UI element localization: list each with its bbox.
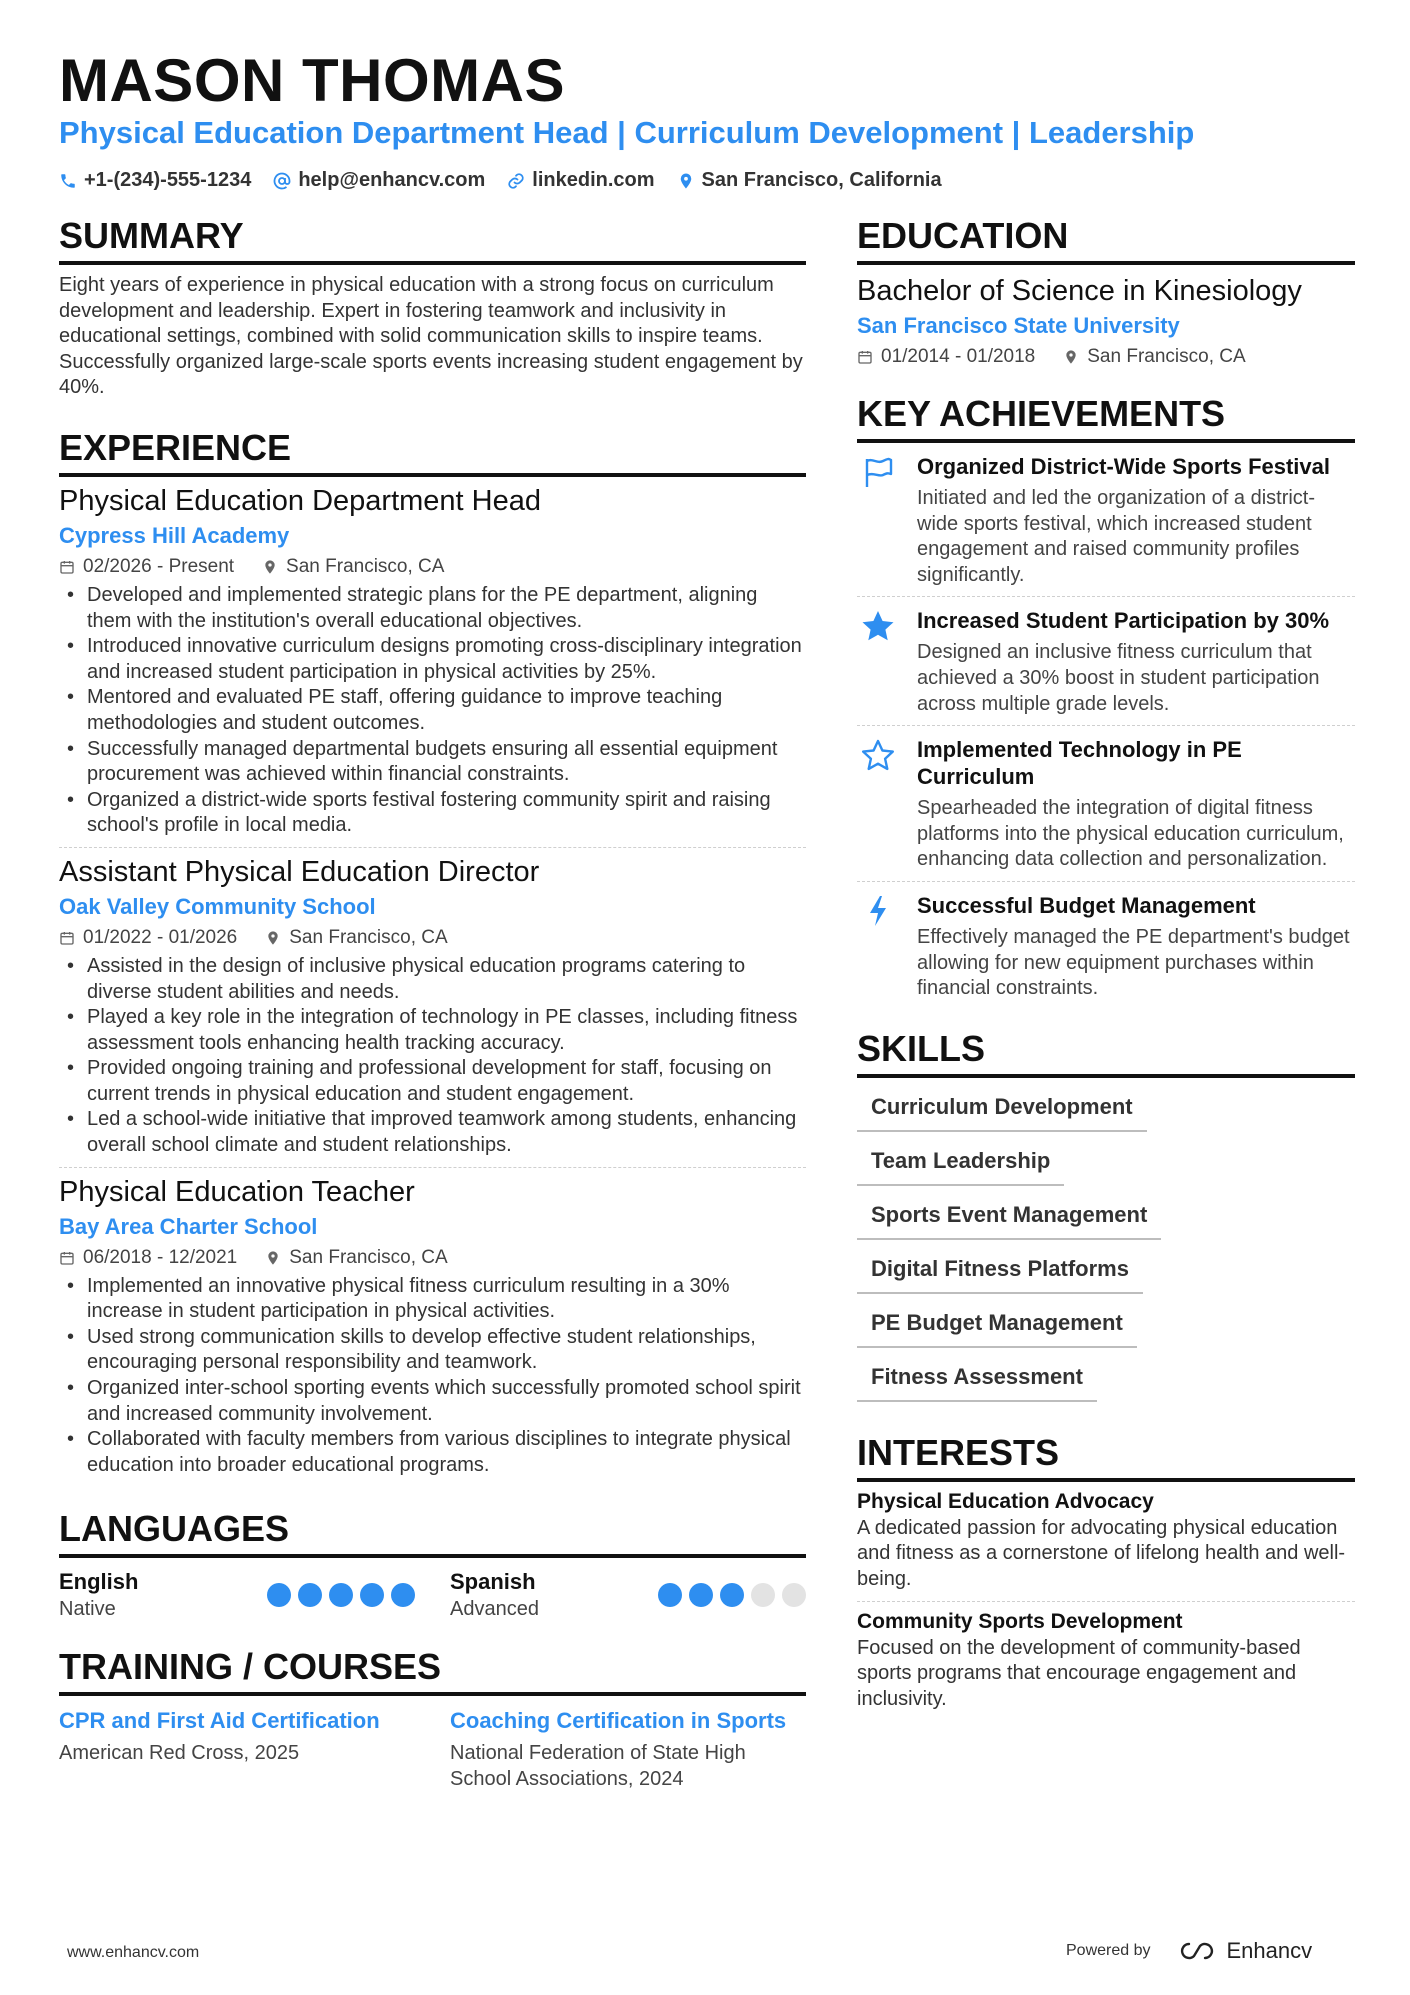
- achievement-title: Increased Student Participation by 30%: [917, 608, 1330, 634]
- contact-bar: [59, 169, 942, 192]
- lightning-icon: [857, 892, 899, 1002]
- job-dates: [59, 924, 237, 952]
- bullet-item: • Developed and implemented strategic plans for the PE department, aligning them with the institution's overall educational objectives.: [59, 583, 806, 634]
- education-meta: [857, 343, 1355, 371]
- section-title-interests: INTERESTS: [857, 1432, 1355, 1482]
- skill-tag: Fitness Assessment: [857, 1356, 1097, 1402]
- company-name: Oak Valley Community School: [59, 893, 376, 919]
- location-pin-icon: [262, 559, 278, 575]
- achievement-text: [917, 453, 1355, 588]
- company-name: Bay Area Charter School: [59, 1213, 318, 1239]
- job-bullets: [59, 583, 806, 839]
- section-title-experience: EXPERIENCE: [59, 427, 806, 477]
- section-title-summary: SUMMARY: [59, 215, 806, 265]
- brand-name-text: Enhancv: [1226, 1938, 1313, 1963]
- rating-dot: [782, 1583, 806, 1607]
- job-meta: [59, 1244, 806, 1272]
- job-list: [59, 477, 806, 1486]
- location-pin-icon: [677, 172, 695, 190]
- language-name: English: [59, 1569, 139, 1595]
- contact-phone[interactable]: [59, 169, 251, 192]
- contact-email[interactable]: [273, 169, 485, 192]
- skill-row: [857, 1140, 1355, 1194]
- footer-brand[interactable]: [1066, 1938, 1312, 1964]
- calendar-icon: [59, 930, 75, 946]
- bullet-item: • Successfully managed departmental budgets ensuring all essential equipment procurement was achieved within financial constraints.: [59, 737, 806, 788]
- achievement-desc: Initiated and led the organization of a district-wide sports festival, which increased student engagement and raised community profiles significantly.: [917, 487, 1316, 586]
- education-dates: [857, 343, 1035, 371]
- job-dates-text: 01/2022 - 01/2026: [83, 926, 238, 948]
- job-location-text: San Francisco, CA: [289, 1246, 448, 1268]
- flag-icon: [857, 453, 899, 588]
- course-item: [450, 1706, 806, 1792]
- bullet-item: • Introduced innovative curriculum designs promoting cross-disciplinary integration and increased student participation in physical activities by 25%.: [59, 634, 806, 685]
- location-pin-icon: [1063, 349, 1079, 365]
- rating-dot: [720, 1583, 744, 1607]
- job-location-text: San Francisco, CA: [286, 555, 445, 577]
- course-desc: National Federation of State High School Associations, 2024: [450, 1742, 746, 1791]
- summary-section: [59, 215, 806, 401]
- location-pin-icon: [265, 930, 281, 946]
- skill-tag: Digital Fitness Platforms: [857, 1248, 1143, 1294]
- language-rating: [267, 1583, 415, 1607]
- course-list: [59, 1706, 806, 1792]
- section-title-skills: SKILLS: [857, 1028, 1355, 1078]
- language-list: [59, 1568, 806, 1622]
- achievement-title: Implemented Technology in PE Curriculum: [917, 737, 1242, 790]
- section-title-education: EDUCATION: [857, 215, 1355, 265]
- job-location: [265, 924, 447, 952]
- candidate-name: MASON THOMAS: [59, 47, 565, 114]
- language-level: Native: [59, 1598, 116, 1621]
- rating-dot: [689, 1583, 713, 1607]
- education-degree: Bachelor of Science in Kinesiology: [857, 275, 1302, 307]
- skill-tag: Sports Event Management: [857, 1194, 1161, 1240]
- linkedin-text: linkedin.com: [532, 169, 655, 191]
- education-location-text: San Francisco, CA: [1087, 346, 1246, 367]
- job-entry: [59, 1168, 806, 1487]
- achievement-desc: Designed an inclusive fitness curriculum that achieved a 30% boost in student participation across multiple grade levels.: [917, 641, 1320, 715]
- footer-url[interactable]: www.enhancv.com: [67, 1944, 200, 1961]
- job-dates: [59, 553, 234, 581]
- experience-section: [59, 427, 806, 1486]
- section-title-languages: LANGUAGES: [59, 1508, 806, 1558]
- bullet-item: • Assisted in the design of inclusive physical education programs catering to diverse student abilities and needs.: [59, 954, 806, 1005]
- rating-dot: [298, 1583, 322, 1607]
- rating-dot: [267, 1583, 291, 1607]
- achievement-item: [857, 443, 1355, 597]
- skill-tag: PE Budget Management: [857, 1302, 1137, 1348]
- achievement-item: [857, 882, 1355, 1010]
- interest-desc: A dedicated passion for advocating physical education and fitness as a cornerstone of lifelong health and well-being.: [857, 1516, 1346, 1590]
- language-item: [59, 1568, 415, 1622]
- achievement-item: [857, 597, 1355, 726]
- calendar-icon: [59, 559, 75, 575]
- skill-row: [857, 1248, 1355, 1302]
- interest-item: [857, 1602, 1355, 1721]
- calendar-icon: [59, 1250, 75, 1266]
- skill-tag: Curriculum Development: [857, 1086, 1147, 1132]
- contact-linkedin[interactable]: [507, 169, 654, 192]
- job-dates-text: 06/2018 - 12/2021: [83, 1246, 238, 1268]
- skill-tag: Team Leadership: [857, 1140, 1064, 1186]
- interest-title: Community Sports Development: [857, 1609, 1183, 1633]
- job-location-text: San Francisco, CA: [289, 926, 448, 948]
- achievement-title: Organized District-Wide Sports Festival: [917, 454, 1330, 479]
- skill-list: [857, 1086, 1355, 1410]
- achievement-list: [857, 443, 1355, 1010]
- job-bullets: [59, 954, 806, 1159]
- job-dates: [59, 1244, 237, 1272]
- bullet-item: • Played a key role in the integration of technology in PE classes, including fitness assessment tools enhancing health tracking accuracy.: [59, 1005, 806, 1056]
- rating-dot: [658, 1583, 682, 1607]
- brand-logo: [1175, 1938, 1313, 1964]
- section-title-achievements: KEY ACHIEVEMENTS: [857, 393, 1355, 443]
- interest-title: Physical Education Advocacy: [857, 1489, 1154, 1513]
- education-school: San Francisco State University: [857, 313, 1180, 338]
- calendar-icon: [857, 349, 873, 365]
- skills-section: [857, 1028, 1355, 1410]
- job-meta: [59, 553, 806, 581]
- right-column: [857, 215, 1355, 1720]
- achievement-title: Successful Budget Management: [917, 892, 1256, 918]
- rating-dot: [751, 1583, 775, 1607]
- job-meta: [59, 924, 806, 952]
- language-name: Spanish: [450, 1569, 536, 1595]
- star-filled-icon: [857, 607, 899, 717]
- education-section: [857, 215, 1355, 371]
- language-info: [59, 1568, 138, 1622]
- bullet-item: • Organized a district-wide sports festival fostering community spirit and raising school's profile in local media.: [59, 788, 806, 839]
- email-text: help@enhancv.com: [298, 169, 486, 191]
- languages-section: [59, 1508, 806, 1622]
- interest-list: [857, 1482, 1355, 1721]
- job-entry: [59, 477, 806, 848]
- bullet-item: • Provided ongoing training and professional development for staff, focusing on current trends in physical education and student engagement.: [59, 1056, 806, 1107]
- education-location: [1063, 343, 1245, 371]
- phone-icon: [59, 172, 77, 190]
- bullet-item: • Collaborated with faculty members from various disciplines to integrate physical education into broader educational programs.: [59, 1427, 806, 1478]
- language-item: [450, 1568, 806, 1622]
- course-title: CPR and First Aid Certification: [59, 1708, 380, 1734]
- achievement-text: [917, 736, 1355, 873]
- job-title: Assistant Physical Education Director: [59, 855, 540, 888]
- star-outline-icon: [857, 736, 899, 873]
- rating-dot: [360, 1583, 384, 1607]
- link-icon: [507, 172, 525, 190]
- language-level: Advanced: [450, 1598, 539, 1621]
- skill-row: [857, 1194, 1355, 1248]
- course-item: [59, 1706, 415, 1792]
- enhancv-logo-icon: [1175, 1940, 1219, 1962]
- job-location: [265, 1244, 447, 1272]
- achievement-desc: Spearheaded the integration of digital fitness platforms into the physical education curriculum, enhancing data collection and personalization.: [917, 797, 1344, 871]
- contact-location: [677, 169, 942, 192]
- job-dates-text: 02/2026 - Present: [83, 555, 235, 577]
- achievement-text: [917, 607, 1355, 717]
- language-info: [450, 1568, 539, 1622]
- bullet-item: • Implemented an innovative physical fitness curriculum resulting in a 30% increase in student participation in physical activities.: [59, 1274, 806, 1325]
- phone-text: +1-(234)-555-1234: [84, 169, 252, 191]
- location-text: San Francisco, California: [701, 169, 942, 191]
- interests-section: [857, 1432, 1355, 1721]
- course-title: Coaching Certification in Sports: [450, 1708, 787, 1734]
- bullet-item: • Organized inter-school sporting events which successfully promoted school spirit and increased community involvement.: [59, 1376, 806, 1427]
- skill-row: [857, 1086, 1355, 1140]
- at-icon: [273, 172, 291, 190]
- rating-dot: [329, 1583, 353, 1607]
- job-location: [262, 553, 444, 581]
- bullet-item: • Led a school-wide initiative that improved teamwork among students, enhancing overall school climate and student relationships.: [59, 1107, 806, 1158]
- achievements-section: [857, 393, 1355, 1010]
- interest-desc: Focused on the development of community-based sports programs that encourage engagement and inclusivity.: [857, 1636, 1301, 1710]
- rating-dot: [391, 1583, 415, 1607]
- training-section: [59, 1646, 806, 1792]
- skill-row: [857, 1302, 1355, 1356]
- summary-text: Eight years of experience in physical education with a strong focus on curriculum development and leadership. Expert in fostering teamwork and inclusivity in educational settings, combined with solid communication skills to inspire teams. Successfully organized large-scale sports events increasing student engagement by 40%.: [59, 274, 803, 399]
- course-desc: American Red Cross, 2025: [59, 1742, 300, 1765]
- skill-row: [857, 1356, 1355, 1410]
- achievement-desc: Effectively managed the PE department's budget allowing for new equipment purchases within financial constraints.: [917, 925, 1350, 1000]
- headline: Physical Education Department Head | Curriculum Development | Leadership: [59, 115, 1195, 150]
- job-entry: [59, 848, 806, 1168]
- language-rating: [658, 1583, 806, 1607]
- location-pin-icon: [265, 1250, 281, 1266]
- achievement-text: [917, 892, 1355, 1002]
- left-column: [59, 215, 806, 1792]
- company-name: Cypress Hill Academy: [59, 522, 290, 548]
- job-bullets: [59, 1274, 806, 1479]
- interest-item: [857, 1482, 1355, 1602]
- education-dates-text: 01/2014 - 01/2018: [881, 346, 1036, 367]
- job-title: Physical Education Department Head: [59, 484, 541, 517]
- job-title: Physical Education Teacher: [59, 1175, 415, 1208]
- section-title-training: TRAINING / COURSES: [59, 1646, 806, 1696]
- bullet-item: • Used strong communication skills to develop effective student relationships, encouraging personal responsibility and teamwork.: [59, 1325, 806, 1376]
- bullet-item: • Mentored and evaluated PE staff, offering guidance to improve teaching methodologies and student outcomes.: [59, 685, 806, 736]
- achievement-item: [857, 726, 1355, 882]
- powered-by-text: Powered by: [1066, 1942, 1151, 1959]
